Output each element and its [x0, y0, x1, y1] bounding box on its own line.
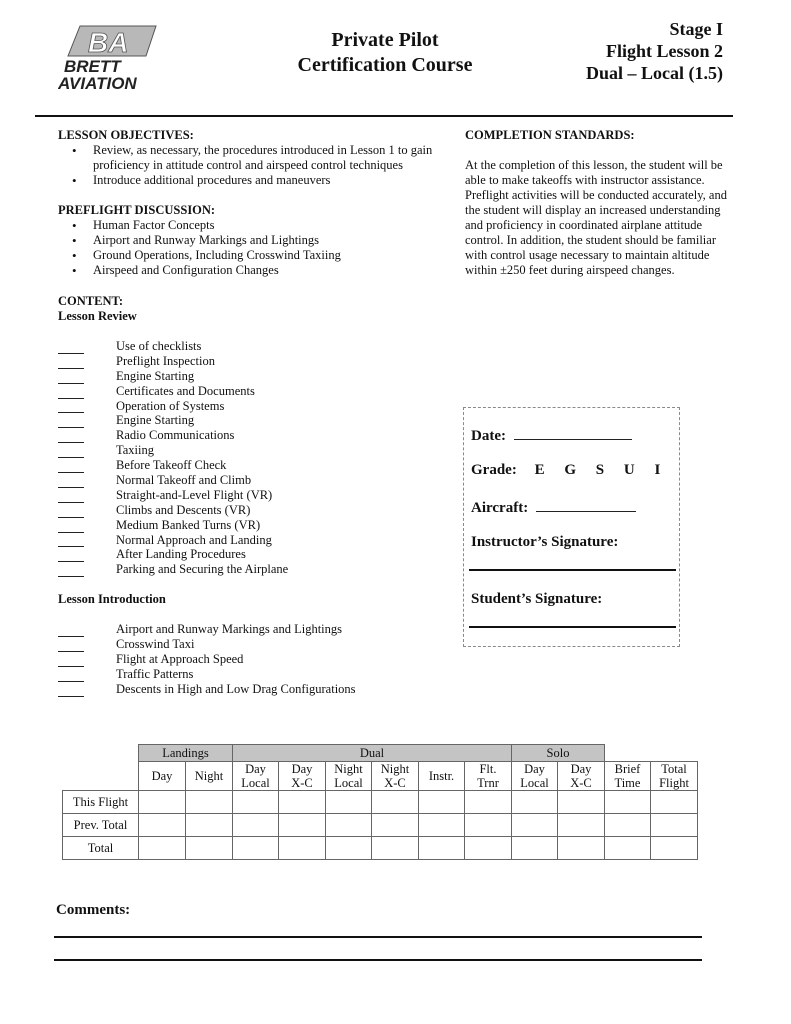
table-cell[interactable] [372, 837, 419, 860]
group-dual: Dual [233, 745, 512, 762]
checkoff-blank[interactable] [58, 492, 84, 503]
lesson-label: Flight Lesson 2 [605, 41, 723, 61]
aircraft-row [471, 498, 636, 517]
aircraft-field[interactable] [536, 498, 636, 512]
review-item: After Landing Procedures [58, 547, 438, 562]
preflight-item: • Ground Operations, Including Crosswind Taxiing [72, 248, 438, 263]
instructor-signature-field[interactable] [469, 569, 676, 571]
completion-text: At the completion of this lesson, the student will be able to make takeoffs with instructor assistance. Preflight activities will be conducted accurately, and the student will display an increased understanding and proficiency in coordinated airplane attitude control. In addition, the student should be familiar with control usage necessary to maintain altitude within ±250 feet during airspeed changes. [465, 158, 727, 277]
student-signature-label: Student’s Signature: [471, 591, 603, 607]
checkoff-blank[interactable] [58, 343, 84, 354]
preflight-item: • Human Factor Concepts [72, 218, 438, 233]
checkoff-blank[interactable] [58, 358, 84, 369]
grade-row [471, 462, 660, 479]
table-cell[interactable] [512, 814, 558, 837]
review-item: Climbs and Descents (VR) [58, 503, 438, 518]
table-row [63, 791, 698, 814]
logo-icon [58, 22, 198, 92]
completion-title: COMPLETION STANDARDS: [465, 128, 635, 142]
date-label: Date: [471, 428, 506, 444]
table-cell[interactable] [512, 837, 558, 860]
objective-item: • Introduce additional procedures and maneuvers [72, 173, 438, 188]
comment-line-2[interactable] [54, 959, 702, 961]
svg-text:BA: BA [88, 27, 129, 58]
table-cell[interactable] [326, 791, 372, 814]
review-item: Engine Starting [58, 369, 438, 384]
col-dual-night-xc: Night X-C [372, 762, 419, 791]
checkoff-blank[interactable] [58, 551, 84, 562]
table-cell[interactable] [279, 814, 326, 837]
table-cell[interactable] [465, 791, 512, 814]
checkoff-blank[interactable] [58, 641, 84, 652]
checkoff-blank[interactable] [58, 671, 84, 682]
table-cell[interactable] [651, 837, 698, 860]
stage-label: Stage I [669, 19, 723, 39]
table-cell[interactable] [279, 791, 326, 814]
lesson-type-label: Dual – Local (1.5) [586, 63, 723, 83]
table-cell[interactable] [558, 791, 605, 814]
table-cell[interactable] [279, 837, 326, 860]
table-row [63, 837, 698, 860]
checkoff-blank[interactable] [58, 686, 84, 697]
table-column-header-row [63, 762, 698, 791]
review-item: Use of checklists [58, 339, 438, 354]
review-item: Before Takeoff Check [58, 458, 438, 473]
table-cell[interactable] [233, 837, 279, 860]
student-signature-field[interactable] [469, 626, 676, 628]
table-cell[interactable] [419, 837, 465, 860]
checkoff-blank[interactable] [58, 566, 84, 577]
checkoff-blank[interactable] [58, 417, 84, 428]
table-cell[interactable] [419, 791, 465, 814]
introduction-item: Crosswind Taxi [58, 637, 438, 652]
review-item: Parking and Securing the Airplane [58, 562, 438, 577]
introduction-item: Descents in High and Low Drag Configurations [58, 682, 438, 697]
objectives-list [72, 143, 438, 188]
col-brief-time: Brief Time [605, 762, 651, 791]
svg-text:AVIATION: AVIATION [58, 74, 137, 92]
checkoff-blank[interactable] [58, 536, 84, 547]
comments-label: Comments: [56, 902, 131, 918]
table-cell[interactable] [512, 791, 558, 814]
table-cell[interactable] [326, 837, 372, 860]
instructor-signature-label: Instructor’s Signature: [471, 534, 619, 550]
grade-option-i[interactable]: I [654, 462, 661, 478]
table-cell[interactable] [372, 814, 419, 837]
col-solo-day-local: Day Local [512, 762, 558, 791]
table-group-header-row [63, 745, 698, 762]
table-cell[interactable] [651, 791, 698, 814]
col-dual-day-xc: Day X-C [279, 762, 326, 791]
lesson-review-list [58, 339, 438, 577]
checkoff-blank[interactable] [58, 447, 84, 458]
row-label-this-flight: This Flight [63, 791, 139, 814]
table-cell[interactable] [186, 837, 233, 860]
preflight-item: • Airport and Runway Markings and Lightings [72, 233, 438, 248]
grade-option-g[interactable]: G [564, 462, 577, 478]
table-cell[interactable] [139, 837, 186, 860]
review-item: Straight-and-Level Flight (VR) [58, 488, 438, 503]
course-title-line2: Certification Course [297, 54, 473, 76]
col-landings-night: Night [186, 762, 233, 791]
group-solo: Solo [512, 745, 605, 762]
review-item: Medium Banked Turns (VR) [58, 518, 438, 533]
table-cell[interactable] [139, 814, 186, 837]
grade-label: Grade: [471, 462, 517, 478]
introduction-item: Traffic Patterns [58, 667, 438, 682]
checkoff-blank[interactable] [58, 462, 84, 473]
table-cell[interactable] [465, 814, 512, 837]
table-cell[interactable] [372, 791, 419, 814]
row-label-total: Total [63, 837, 139, 860]
grade-option-s[interactable]: S [595, 462, 605, 478]
table-cell[interactable] [605, 791, 651, 814]
aircraft-label: Aircraft: [471, 500, 529, 516]
table-cell[interactable] [326, 814, 372, 837]
course-title [280, 28, 490, 78]
brett-aviation-logo [58, 22, 198, 92]
table-cell[interactable] [605, 837, 651, 860]
checkoff-blank[interactable] [58, 507, 84, 518]
content-title: CONTENT: [58, 294, 124, 308]
lesson-introduction-list [58, 622, 438, 696]
review-item: Preflight Inspection [58, 354, 438, 369]
review-item: Normal Approach and Landing [58, 533, 438, 548]
grade-option-e[interactable]: E [534, 462, 545, 478]
objectives-title: LESSON OBJECTIVES: [58, 128, 194, 142]
col-dual-instr: Instr. [419, 762, 465, 791]
table-cell[interactable] [186, 791, 233, 814]
lesson-review-title: Lesson Review [58, 309, 137, 323]
review-item: Certificates and Documents [58, 384, 438, 399]
col-landings-day: Day [139, 762, 186, 791]
review-item: Normal Takeoff and Climb [58, 473, 438, 488]
table-cell[interactable] [465, 837, 512, 860]
preflight-item: • Airspeed and Configuration Changes [72, 263, 438, 278]
review-item: Radio Communications [58, 428, 438, 443]
header-divider [35, 115, 733, 117]
checkoff-blank[interactable] [58, 388, 84, 399]
lesson-info [586, 18, 723, 84]
flight-time-log-table [62, 744, 698, 860]
col-total-flight: Total Flight [651, 762, 698, 791]
table-cell[interactable] [419, 814, 465, 837]
table-cell[interactable] [605, 814, 651, 837]
table-cell[interactable] [139, 791, 186, 814]
checkoff-blank[interactable] [58, 477, 84, 488]
col-solo-day-xc: Day X-C [558, 762, 605, 791]
introduction-item: Airport and Runway Markings and Lightings [58, 622, 438, 637]
grade-option-u[interactable]: U [623, 462, 635, 478]
introduction-item: Flight at Approach Speed [58, 652, 438, 667]
col-dual-night-local: Night Local [326, 762, 372, 791]
col-dual-flt-trnr: Flt. Trnr [465, 762, 512, 791]
review-item: Engine Starting [58, 413, 438, 428]
objective-item: • Review, as necessary, the procedures introduced in Lesson 1 to gain proficiency in attitude control and airspeed control techniques [72, 143, 438, 173]
date-row [471, 426, 632, 445]
date-field[interactable] [514, 426, 632, 440]
preflight-title: PREFLIGHT DISCUSSION: [58, 203, 216, 217]
checkoff-blank[interactable] [58, 656, 84, 667]
table-cell[interactable] [558, 837, 605, 860]
table-cell[interactable] [233, 791, 279, 814]
checkoff-blank[interactable] [58, 626, 84, 637]
col-dual-day-local: Day Local [233, 762, 279, 791]
right-column [465, 128, 740, 278]
checkoff-blank[interactable] [58, 373, 84, 384]
checkoff-blank[interactable] [58, 432, 84, 443]
course-title-line1: Private Pilot [331, 29, 439, 51]
group-landings: Landings [139, 745, 233, 762]
preflight-list [72, 218, 438, 278]
lesson-introduction-title: Lesson Introduction [58, 592, 166, 607]
left-column [58, 128, 438, 697]
svg-text:BRETT: BRETT [64, 57, 121, 76]
table-row [63, 814, 698, 837]
checkoff-blank[interactable] [58, 402, 84, 413]
review-item: Operation of Systems [58, 399, 438, 414]
checkoff-blank[interactable] [58, 522, 84, 533]
table-cell[interactable] [651, 814, 698, 837]
signoff-box [463, 407, 680, 647]
table-cell[interactable] [186, 814, 233, 837]
table-cell[interactable] [558, 814, 605, 837]
row-label-prev-total: Prev. Total [63, 814, 139, 837]
table-cell[interactable] [233, 814, 279, 837]
comment-line-1[interactable] [54, 936, 702, 938]
review-item: Taxiing [58, 443, 438, 458]
